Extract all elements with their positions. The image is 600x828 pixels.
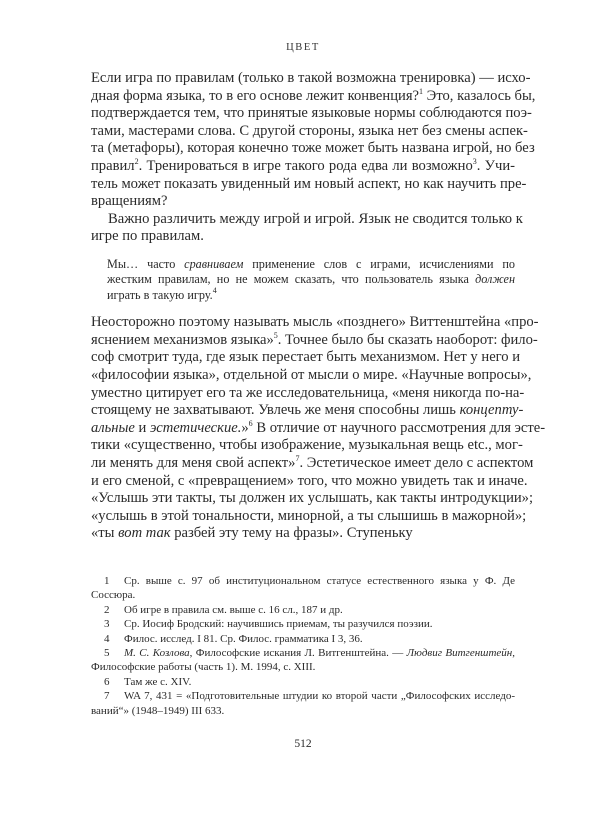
footnote-line [91,689,515,703]
footnote-number: 4 [104,632,110,645]
text-span: играть в такую игру. [107,287,213,302]
text-line: Неосторожно поэтому называть мысль «позднего» Виттенштейна «про- [91,314,539,331]
text-line: и его сменой, с «превращением» того, что можно увидеть так и иначе. [91,472,528,489]
text-span: правил [91,157,135,174]
paragraph-1 [91,70,536,211]
text-span: . Точнее было бы сказать наоборот: фило- [277,331,538,348]
text-span: . Эстетическое имеет дело с аспектом [299,454,534,471]
footnote-ref-4[interactable]: 4 [212,285,217,295]
footnote-text: WA 7, 431 = «Подготовительные штудии ко второй части „Философских исследо- [124,690,515,703]
footnote-number: 2 [104,603,110,616]
text-line: тики «существенно, чтобы изображение, музыкальная вещь etc., мог- [91,437,523,454]
text-line: тами, мастерами слова. С другой стороны, языка нет без смены аспек- [91,122,528,139]
footnote-3 [91,617,515,631]
text-line: тель может показать увиденный им новый аспект, но как научить пре- [91,175,527,192]
footnote-text: Филос. исслед. I 81. Ср. Филос. грамматика I 3, 36. [124,632,363,645]
text-line: «услышь в этой тональности, минорной, а ты слышишь в мажорной»; [91,507,527,524]
text-span: Мы… часто [107,256,185,271]
text-line: «Услышь эти такты, ты должен их услышать, как такты интродукции»; [91,490,534,507]
text-span: стоящему не захватывают. Увлечь же меня способны лишь [91,402,460,419]
text-span: » [241,419,249,436]
footnote-1 [91,574,515,603]
footnote-6 [91,675,515,689]
text-span: применение слов с играми, исчислениями по [243,256,515,271]
footnote-line: ваний“» (1948–1949) III 633. [91,704,225,717]
footnote-text: Ср. выше с. 97 об институциональном статусе естественного языка у Ф. Де [124,575,515,587]
footnote-text: Там же с. XIV. [124,675,192,688]
footnote-text: , Философские искания Л. Витгенштейна. — [189,647,407,660]
footnote-ref-6[interactable]: 6 [248,418,253,428]
text-line: вращениям? [91,193,168,210]
footnote-number: 3 [104,618,110,631]
text-line [91,525,515,543]
text-span: Это, казалось бы, [423,87,536,104]
footnote-line [91,617,515,631]
footnote-line [91,632,515,646]
text-span: дная форма языка, то в его основе лежит конвенция? [91,87,420,104]
emphasis: альные [91,419,135,436]
text-line [91,453,534,473]
text-line [91,402,524,420]
text-line [91,86,536,106]
footnote-line [91,603,515,617]
text-span: разбей эту тему на фразы». Ступеньку [170,525,413,542]
text-line [91,330,538,350]
footnote-ref-7[interactable]: 7 [295,453,300,463]
footnote-text: Ср. Иосиф Бродский: научившись приемам, ты разучился поэзии. [124,618,433,631]
footnote-2 [91,603,515,617]
footnote-line [91,574,515,588]
emphasis: концепту- [459,402,524,419]
footnote-ref-2[interactable]: 2 [134,156,139,166]
footnote-number: 6 [104,675,110,688]
text-span: . Учи- [476,157,515,174]
page-number: 512 [294,738,312,750]
footnote-ref-3[interactable]: 3 [472,156,477,166]
footnote-text: Об игре в правила см. выше с. 16 сл., 187 и др. [124,603,343,616]
footnote-5 [91,646,515,675]
footnote-7 [91,689,515,718]
text-line: «философии языка», отдельной от мысли о мире. «Научные вопросы», [91,366,532,383]
text-span: «ты [91,525,119,542]
footnote-number: 1 [104,575,110,587]
emphasis: Людвиг Витгенштейн [406,647,513,660]
emphasis: должен [475,272,515,287]
footnote-line: Соссюра. [91,589,136,602]
text-span: яснением механизмов языка» [91,331,274,348]
text-span: В отличие от научного рассмотрения для эсте- [252,419,546,436]
text-span: ли менять для меня свой аспект» [91,454,296,471]
text-line: подтверждается тем, что принятые языковые нормы соблюдаются поэ- [91,105,532,122]
blockquote [107,257,515,303]
footnote-number: 5 [104,647,110,660]
footnote-line [91,675,515,689]
emphasis: эстетические. [150,419,242,436]
text-line [91,418,546,438]
text-span: и [134,419,151,436]
text-line: та (метафоры), которая конечно тоже может быть названа игрой, но без [91,140,535,157]
text-span: . Тренироваться в игре такого рода едва ли возможно [138,157,473,174]
quote-line [107,272,515,287]
text-line: Если игра по правилам (только в такой возможна тренировка) — исхо- [91,70,531,86]
footnote-line: Философские работы (часть 1). М. 1994, с. XIII. [91,661,316,674]
footnote-line [91,646,515,660]
paragraph-3 [91,314,546,543]
emphasis: вот так [118,525,171,542]
emphasis: сравниваем [184,256,244,271]
footnote-ref-1[interactable]: 1 [419,86,424,96]
footnote-4 [91,632,515,646]
footnote-number: 7 [104,690,110,703]
running-head: ЦВЕТ [286,42,320,53]
footnote-ref-5[interactable]: 5 [273,330,278,340]
text-line: уместно цитирует его та же исследовательница, «меня никогда по-на- [91,384,525,401]
paragraph-2 [91,210,523,246]
text-line: игре по правилам. [91,228,204,245]
text-line: соф смотрит туда, где язык перестает быть механизмом. Нет у него и [91,349,521,366]
emphasis: М. С. Козлова [124,647,190,660]
footnote-text: , [512,647,516,660]
quote-line [107,257,515,272]
footnotes [91,574,515,718]
text-line: Важно различить между игрой и игрой. Язык не сводится только к [108,210,523,227]
quote-line [107,285,515,303]
text-span: жестким правилам, но не можем сказать, что пользователь языка [107,272,476,287]
text-line [91,158,515,176]
body-text [91,70,546,543]
